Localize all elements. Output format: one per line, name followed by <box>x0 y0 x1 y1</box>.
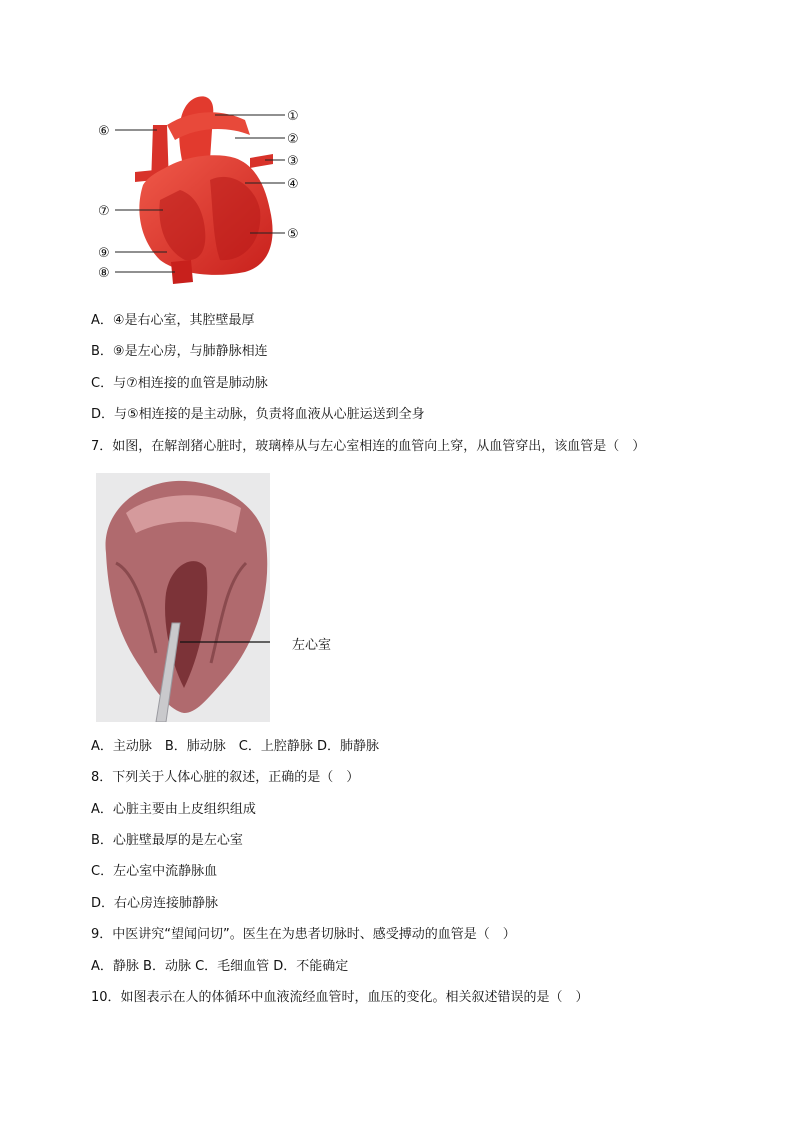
label-5: ⑤ <box>287 227 299 242</box>
label-3: ③ <box>287 154 299 169</box>
q8-option-c: C．左心室中流静脉血 <box>91 864 218 879</box>
q9-options: A．静脉 B．动脉 C．毛细血管 D．不能确定 <box>91 959 349 974</box>
label-9: ⑨ <box>98 246 110 261</box>
q6-option-b: B．⑨是左心房，与肺静脉相连 <box>91 344 268 359</box>
label-8: ⑧ <box>98 266 110 281</box>
label-2: ② <box>287 132 299 147</box>
label-7: ⑦ <box>98 204 110 219</box>
q8-option-b: B．心脏壁最厚的是左心室 <box>91 833 243 848</box>
label-1: ① <box>287 109 299 124</box>
q6-option-d: D．与⑤相连接的是主动脉，负责将血液从心脏运送到全身 <box>91 407 425 422</box>
heart-diagram <box>95 90 310 285</box>
q7-options: A．主动脉 B．肺动脉 C．上腔静脉 D．肺静脉 <box>91 739 380 754</box>
q6-option-a: A．④是右心室，其腔壁最厚 <box>91 313 255 328</box>
q8-option-a: A．心脏主要由上皮组织组成 <box>91 802 256 817</box>
left-ventricle-label: 左心室 <box>292 638 332 653</box>
q9-stem: 9．中医讲究“望闻问切”。医生在为患者切脉时、感受搏动的血管是（ ） <box>91 927 516 942</box>
q8-option-d: D．右心房连接肺静脉 <box>91 896 219 911</box>
pig-heart-photo <box>96 473 270 722</box>
q6-option-c: C．与⑦相连接的血管是肺动脉 <box>91 376 268 391</box>
q10-stem: 10．如图表示在人的体循环中血液流经血管时，血压的变化。相关叙述错误的是（ ） <box>91 990 589 1005</box>
q7-stem: 7．如图，在解剖猪心脏时，玻璃棒从与左心室相连的血管向上穿，从血管穿出，该血管是（ ） <box>91 439 646 454</box>
label-4: ④ <box>287 177 299 192</box>
label-6: ⑥ <box>98 124 110 139</box>
q8-stem: 8．下列关于人体心脏的叙述，正确的是（ ） <box>91 770 360 785</box>
